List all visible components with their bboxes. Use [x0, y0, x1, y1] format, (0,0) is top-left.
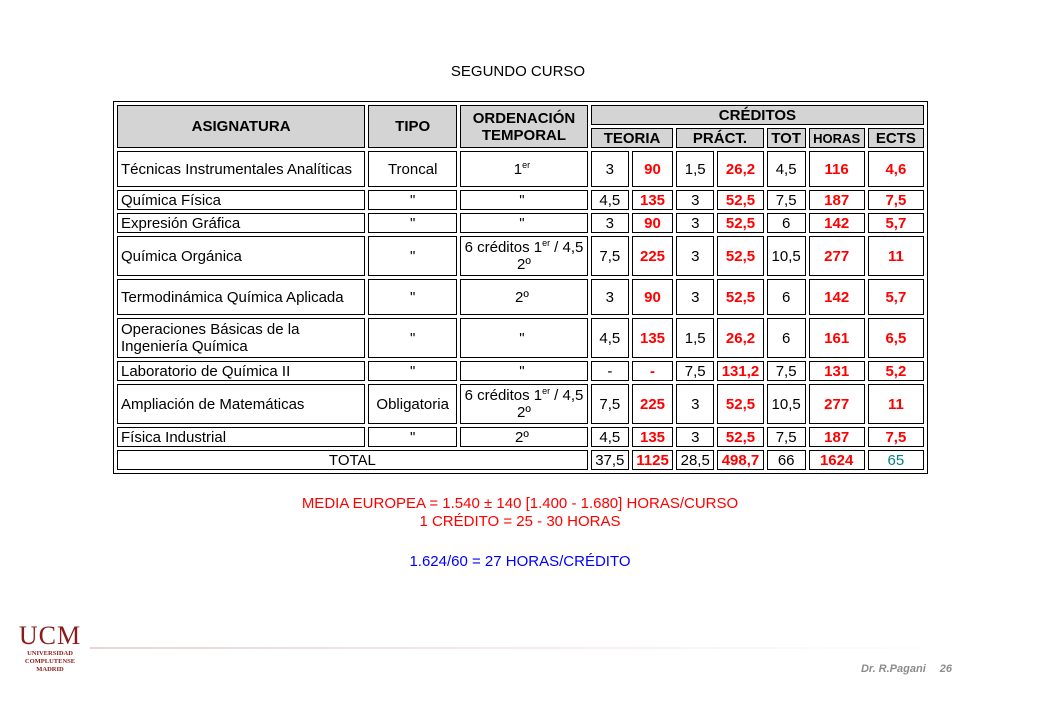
ord-text-2: / 4,5 2º: [517, 387, 584, 421]
cell-pract: 1,5: [676, 318, 714, 358]
table-row: [117, 384, 924, 424]
cell-ordenacion: [460, 151, 588, 187]
cell-tot: 4,5: [767, 151, 806, 187]
ord-sup: er: [542, 386, 551, 396]
ord-text: 6 créditos 1: [464, 239, 543, 256]
logo-line2: COMPLUTENSE: [24, 658, 76, 665]
ord-text: 2º: [515, 428, 529, 446]
table-row: [117, 190, 924, 210]
cell-ordenacion: [460, 427, 588, 447]
cell-tipo: Obligatoria: [368, 384, 457, 424]
cell-horas: 161: [809, 318, 865, 358]
cell-tot: 7,5: [767, 190, 806, 210]
cell-horas: 277: [809, 236, 865, 276]
cell-teoria: 3: [591, 279, 629, 315]
page-title: SEGUNDO CURSO: [450, 63, 586, 80]
cell-teoria: 7,5: [591, 236, 629, 276]
cell-ects: 5,2: [868, 361, 924, 381]
footer-divider: [90, 647, 960, 649]
total-pract-horas: 498,7: [717, 450, 764, 470]
cell-horas: 131: [809, 361, 865, 381]
cell-teoria-horas: 90: [632, 279, 673, 315]
cell-tipo: ": [368, 236, 457, 276]
cell-teoria-horas: 225: [632, 236, 673, 276]
cell-asignatura: Técnicas Instrumentales Analíticas: [117, 151, 365, 187]
cell-pract-horas: 26,2: [717, 318, 764, 358]
cell-tipo: ": [368, 361, 457, 381]
ord-text: ": [519, 214, 525, 232]
cell-tot: 6: [767, 279, 806, 315]
cell-teoria-horas: 225: [632, 384, 673, 424]
cell-asignatura: Laboratorio de Química II: [117, 361, 365, 381]
cell-teoria-horas: 90: [632, 213, 673, 233]
cell-tipo: ": [368, 427, 457, 447]
cell-ects: 11: [868, 236, 924, 276]
total-tot: 66: [767, 450, 806, 470]
ord-text: ": [519, 329, 525, 347]
cell-horas: 187: [809, 427, 865, 447]
ord-sup: er: [522, 159, 531, 170]
cell-ects: 5,7: [868, 279, 924, 315]
cell-pract: 3: [676, 236, 714, 276]
header-tipo: TIPO: [368, 105, 457, 148]
total-label: TOTAL: [117, 450, 588, 470]
cell-teoria: 3: [591, 151, 629, 187]
table-row: [117, 236, 924, 276]
cell-pract-horas: 131,2: [717, 361, 764, 381]
cell-ects: 11: [868, 384, 924, 424]
note-credito: 1 CRÉDITO = 25 - 30 HORAS: [419, 513, 621, 530]
cell-horas: 142: [809, 279, 865, 315]
table-row: [117, 427, 924, 447]
total-teoria-horas: 1125: [632, 450, 673, 470]
cell-ects: 7,5: [868, 427, 924, 447]
cell-ects: 4,6: [868, 151, 924, 187]
cell-ordenacion: [460, 213, 588, 233]
cell-ordenacion: [460, 279, 588, 315]
ord-text: ": [519, 191, 525, 209]
footer-author: Dr. R.Pagani: [860, 663, 926, 675]
cell-teoria-horas: 135: [632, 318, 673, 358]
cell-pract-horas: 52,5: [717, 190, 764, 210]
cell-tipo: ": [368, 318, 457, 358]
cell-tot: 10,5: [767, 236, 806, 276]
cell-ordenacion: [460, 190, 588, 210]
cell-pract-horas: 52,5: [717, 427, 764, 447]
cell-tot: 6: [767, 318, 806, 358]
logo-line1: UNIVERSIDAD: [27, 650, 73, 657]
cell-asignatura: Expresión Gráfica: [117, 213, 365, 233]
cell-tot: 7,5: [767, 427, 806, 447]
cell-horas: 277: [809, 384, 865, 424]
table-row: [117, 279, 924, 315]
cell-ordenacion: [460, 384, 588, 424]
cell-asignatura: Termodinámica Química Aplicada: [117, 279, 365, 315]
cell-teoria: 4,5: [591, 427, 629, 447]
cell-ects: 7,5: [868, 190, 924, 210]
header-creditos: CRÉDITOS: [591, 105, 924, 125]
cell-asignatura: Ampliación de Matemáticas: [117, 384, 365, 424]
cell-horas: 142: [809, 213, 865, 233]
cell-pract-horas: 52,5: [717, 213, 764, 233]
cell-teoria: 3: [591, 213, 629, 233]
cell-horas: 116: [809, 151, 865, 187]
cell-teoria: 4,5: [591, 190, 629, 210]
cell-pract: 3: [676, 190, 714, 210]
table-row: [117, 318, 924, 358]
cell-ordenacion: [460, 361, 588, 381]
cell-pract-horas: 52,5: [717, 279, 764, 315]
header-ordenacion: ORDENACIÓN TEMPORAL: [460, 105, 588, 148]
ucm-logo: [18, 622, 82, 674]
ord-text: 1: [513, 160, 523, 178]
cell-asignatura: Química Orgánica: [117, 236, 365, 276]
cell-pract: 3: [676, 384, 714, 424]
cell-asignatura: Operaciones Básicas de la Ingeniería Química: [117, 318, 365, 358]
table-row: [117, 151, 924, 187]
table-row: [117, 213, 924, 233]
cell-pract: 7,5: [676, 361, 714, 381]
cell-tipo: ": [368, 279, 457, 315]
ord-text: ": [519, 362, 525, 380]
page-number: 26: [939, 663, 952, 675]
cell-teoria-horas: 90: [632, 151, 673, 187]
cell-teoria-horas: 135: [632, 190, 673, 210]
logo-mark: UCM: [18, 621, 82, 650]
logo-line3: MADRID: [36, 666, 64, 673]
total-horas: 1624: [809, 450, 865, 470]
header-asignatura: ASIGNATURA: [117, 105, 365, 148]
total-row: [117, 450, 924, 470]
cell-tipo: ": [368, 190, 457, 210]
ord-text: 2º: [515, 288, 529, 306]
cell-teoria: 7,5: [591, 384, 629, 424]
header-ects: ECTS: [868, 128, 924, 148]
cell-pract-horas: 52,5: [717, 384, 764, 424]
cell-pract-horas: 26,2: [717, 151, 764, 187]
cell-asignatura: Química Física: [117, 190, 365, 210]
ord-sup: er: [542, 238, 551, 248]
total-ects: 65: [868, 450, 924, 470]
cell-pract: 3: [676, 213, 714, 233]
cell-ordenacion: [460, 236, 588, 276]
cell-pract: 1,5: [676, 151, 714, 187]
total-pract: 28,5: [676, 450, 714, 470]
cell-tipo: ": [368, 213, 457, 233]
note-ratio: 1.624/60 = 27 HORAS/CRÉDITO: [409, 553, 631, 570]
header-pract: PRÁCT.: [676, 128, 764, 148]
cell-pract: 3: [676, 279, 714, 315]
note-media-europea: MEDIA EUROPEA = 1.540 ± 140 [1.400 - 1.680] HORAS/CURSO: [301, 495, 739, 512]
total-teoria: 37,5: [591, 450, 629, 470]
header-horas: HORAS: [809, 128, 865, 148]
header-teoria: TEORIA: [591, 128, 673, 148]
cell-teoria: 4,5: [591, 318, 629, 358]
ord-text-2: / 4,5 2º: [517, 239, 584, 273]
cell-tot: 10,5: [767, 384, 806, 424]
cell-teoria-horas: -: [632, 361, 673, 381]
cell-teoria-horas: 135: [632, 427, 673, 447]
table-row: [117, 361, 924, 381]
header-tot: TOT: [767, 128, 806, 148]
cell-ects: 6,5: [868, 318, 924, 358]
ord-text: 6 créditos 1: [464, 387, 543, 404]
cell-asignatura: Física Industrial: [117, 427, 365, 447]
cell-pract: 3: [676, 427, 714, 447]
cell-ordenacion: [460, 318, 588, 358]
cell-teoria: -: [591, 361, 629, 381]
cell-pract-horas: 52,5: [717, 236, 764, 276]
cell-tipo: Troncal: [368, 151, 457, 187]
cell-ects: 5,7: [868, 213, 924, 233]
footer: [861, 663, 952, 675]
cell-tot: 7,5: [767, 361, 806, 381]
cell-tot: 6: [767, 213, 806, 233]
cell-horas: 187: [809, 190, 865, 210]
credits-table: [113, 101, 928, 474]
